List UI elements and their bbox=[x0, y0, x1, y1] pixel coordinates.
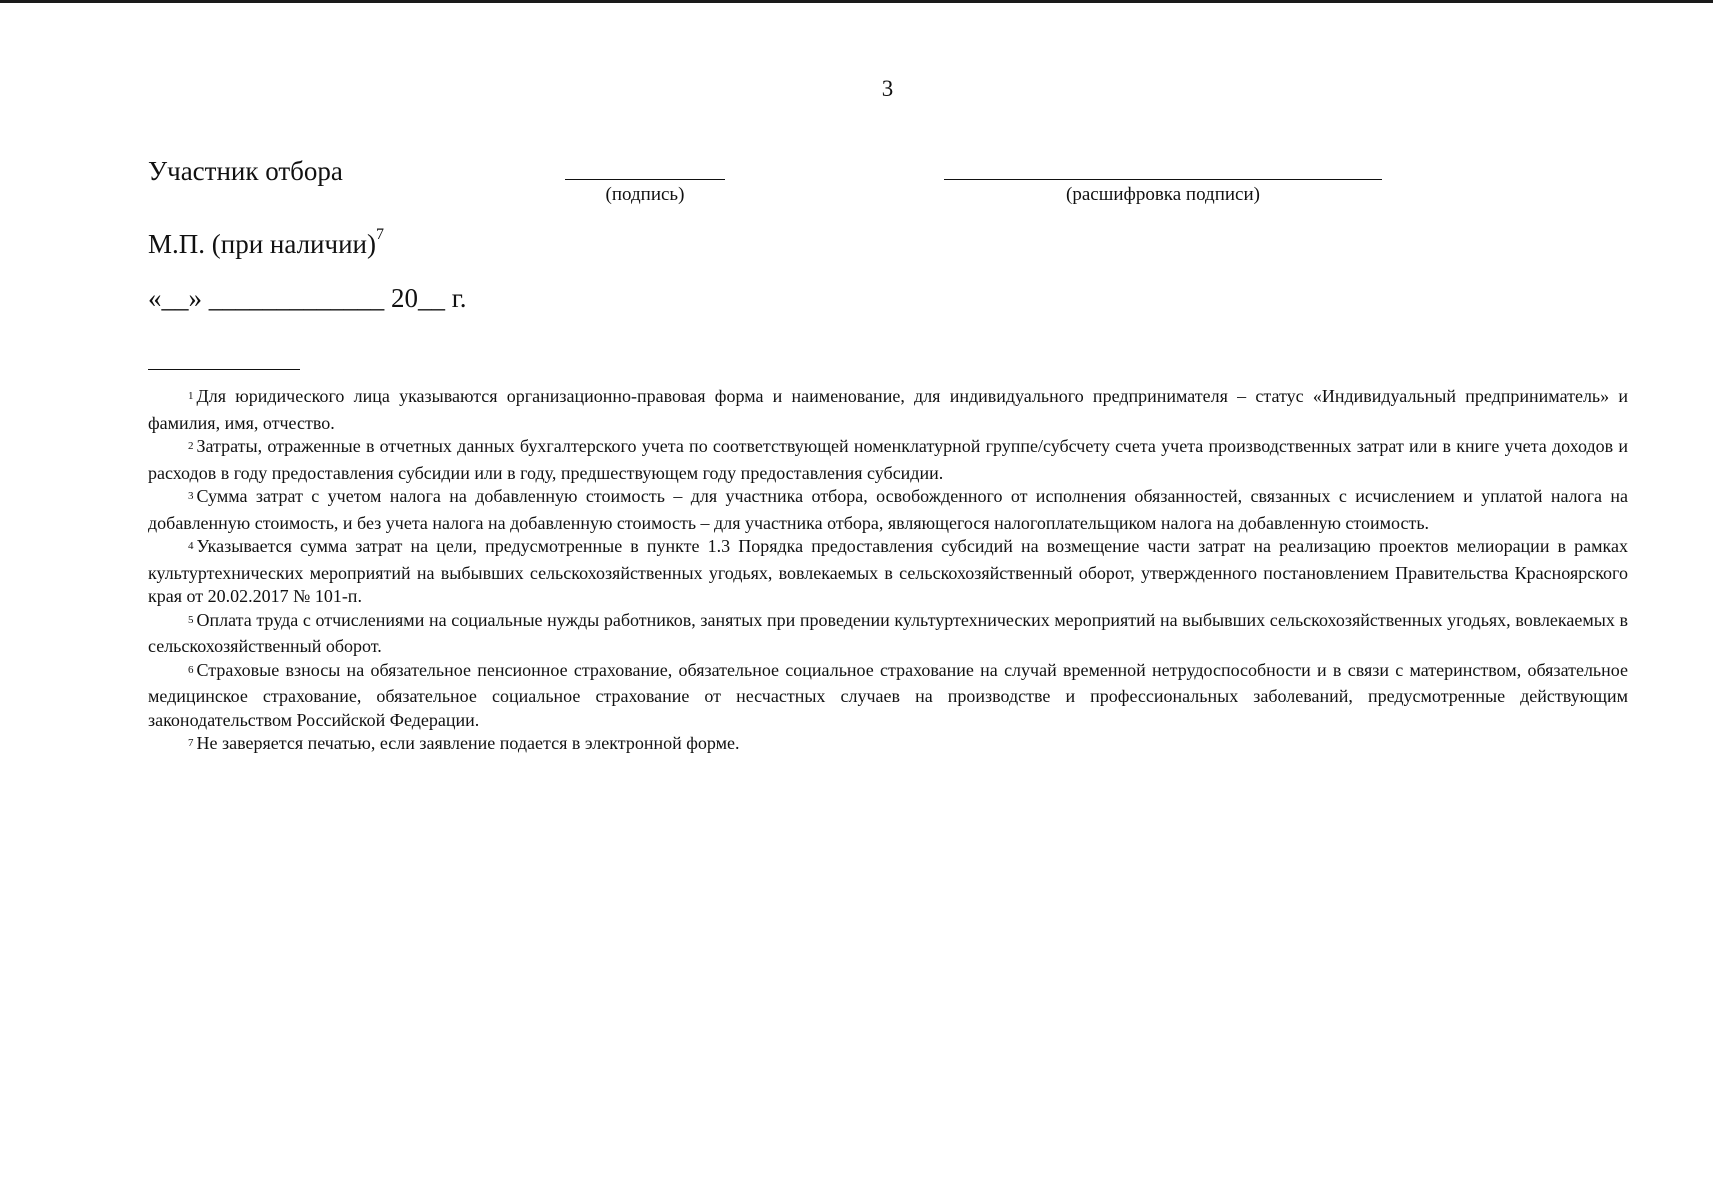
footnote-number: 7 bbox=[188, 737, 194, 749]
footnote-6 bbox=[148, 659, 1628, 733]
footnote-text: Указывается сумма затрат на цели, предусмотренные в пункте 1.3 Порядка предоставления субсидий на возмещение части затрат на реализацию проектов мелиорации в рамках культуртехнических мероприятий на выбывших сельскохозяйственных угодьях, вовлекаемых в сельскохозяйственный оборот, утвержденного постановлением Правительства Красноярского края от 20.02.2017 № 101-п. bbox=[148, 536, 1628, 606]
footnote-text: Сумма затрат с учетом налога на добавленную стоимость – для участника отбора, освобожденного от исполнения обязанностей, связанных с исчислением и уплатой налога на добавленную стоимость, и без учета налога на добавленную стоимость – для участника отбора, являющегося налогоплательщиком налога на добавленную стоимость. bbox=[148, 486, 1628, 533]
signature-caption: (подпись) bbox=[605, 184, 685, 205]
signature-decoding-caption: (расшифровка подписи) bbox=[1066, 184, 1260, 205]
stamp-footnote-ref: 7 bbox=[375, 226, 384, 243]
footnote-number: 6 bbox=[188, 663, 194, 676]
footnote-3 bbox=[148, 485, 1628, 535]
footnote-4 bbox=[148, 535, 1628, 609]
footnote-text: Страховые взносы на обязательное пенсионное страхование, обязательное социальное страхование на случай временной нетрудоспособности и в связи с материнством, обязательное медицинское страхование, обязательное социальное страхование от несчастных случаев на производстве и профессиональных заболеваний, предусмотренные действующим законодательством Российской Федерации. bbox=[148, 659, 1628, 730]
footnote-text: Не заверяется печатью, если заявление подается в электронной форме. bbox=[196, 733, 740, 753]
page-number: 3 bbox=[881, 76, 894, 101]
signature-line bbox=[565, 179, 725, 180]
footnote-number: 5 bbox=[188, 613, 194, 626]
footnote-2 bbox=[148, 435, 1628, 485]
footnote-number: 3 bbox=[188, 490, 194, 502]
footnote-text: Для юридического лица указываются организационно-правовая форма и наименование, для индивидуального предпринимателя – статус «Индивидуальный предприниматель» и фамилия, имя, отчество. bbox=[148, 386, 1628, 433]
signature-decoding-line bbox=[944, 179, 1382, 180]
stamp-label: М.П. (при наличии) bbox=[148, 229, 376, 259]
participant-label: Участник отбора bbox=[148, 156, 343, 186]
scan-edge bbox=[0, 0, 1713, 3]
footnote-5 bbox=[148, 609, 1628, 659]
footnotes-list bbox=[148, 385, 1628, 759]
footnote-separator bbox=[148, 369, 300, 370]
date-line: «__» _____________ 20__ г. bbox=[148, 283, 467, 313]
footnote-1 bbox=[148, 385, 1628, 435]
footnote-number: 1 bbox=[188, 390, 194, 402]
footnote-number: 2 bbox=[188, 440, 194, 452]
footnote-text: Затраты, отраженные в отчетных данных бухгалтерского учета по соответствующей номенклатурной группе/субсчету счета учета производственных затрат или в книге учета доходов и расходов в году предоставления субсидии или в году, предшествующем году предоставления субсидии. bbox=[148, 436, 1628, 483]
footnote-7 bbox=[148, 732, 1628, 759]
footnote-text: Оплата труда с отчислениями на социальные нужды работников, занятых при проведении культуртехнических мероприятий на выбывших сельскохозяйственных угодьях, вовлекаемых в сельскохозяйственный оборот. bbox=[148, 609, 1628, 656]
footnote-number: 4 bbox=[188, 540, 194, 552]
stamp-line bbox=[148, 226, 384, 260]
